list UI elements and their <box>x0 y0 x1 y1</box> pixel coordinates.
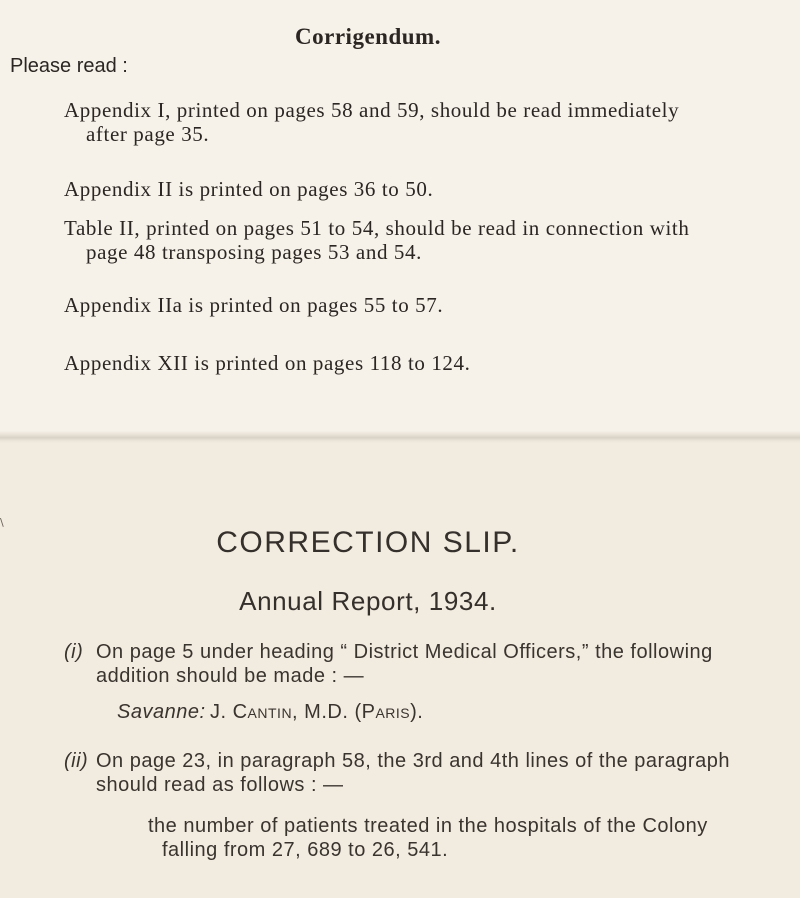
corrigendum-item-4: Appendix IIa is printed on pages 55 to 57. <box>64 293 444 317</box>
paper-seam <box>0 431 800 443</box>
item-ii-label: (ii) <box>64 750 89 772</box>
item-ii-line-2: should read as follows : — <box>96 774 344 796</box>
corrigendum-title: Corrigendum. <box>295 24 441 49</box>
item-i-quote-place: Savanne: <box>117 701 206 723</box>
corrigendum-item-1-line-1: Appendix I, printed on pages 58 and 59, should be read immediately <box>64 98 680 122</box>
corrigendum-intro: Please read : <box>10 55 128 77</box>
corrigendum-item-3-line-1: Table II, printed on pages 51 to 54, should be read in connection with <box>64 216 690 240</box>
correction-slip-subtitle: Annual Report, 1934. <box>239 586 497 616</box>
corrigendum-item-1-line-2: after page 35. <box>86 122 210 146</box>
item-i-quote-name: J. Cantin, M.D. (Paris). <box>210 701 424 723</box>
corrigendum-item-2: Appendix II is printed on pages 36 to 50. <box>64 177 434 201</box>
item-ii-line-1: On page 23, in paragraph 58, the 3rd and 4th lines of the paragraph <box>96 750 730 772</box>
correction-slip-title: CORRECTION SLIP. <box>216 526 520 559</box>
item-ii-quote-line-1: the number of patients treated in the hospitals of the Colony <box>148 815 708 837</box>
item-i-label: (i) <box>64 641 84 663</box>
item-i-line-2: addition should be made : — <box>96 665 365 687</box>
corrigendum-item-3-line-2: page 48 transposing pages 53 and 54. <box>86 240 422 264</box>
corrigendum-item-5: Appendix XII is printed on pages 118 to 124. <box>64 351 471 375</box>
margin-mark: \ <box>0 516 4 529</box>
item-ii-quote-line-2: falling from 27, 689 to 26, 541. <box>162 839 449 861</box>
item-i-line-1: On page 5 under heading “ District Medical Officers,” the following <box>96 641 713 663</box>
